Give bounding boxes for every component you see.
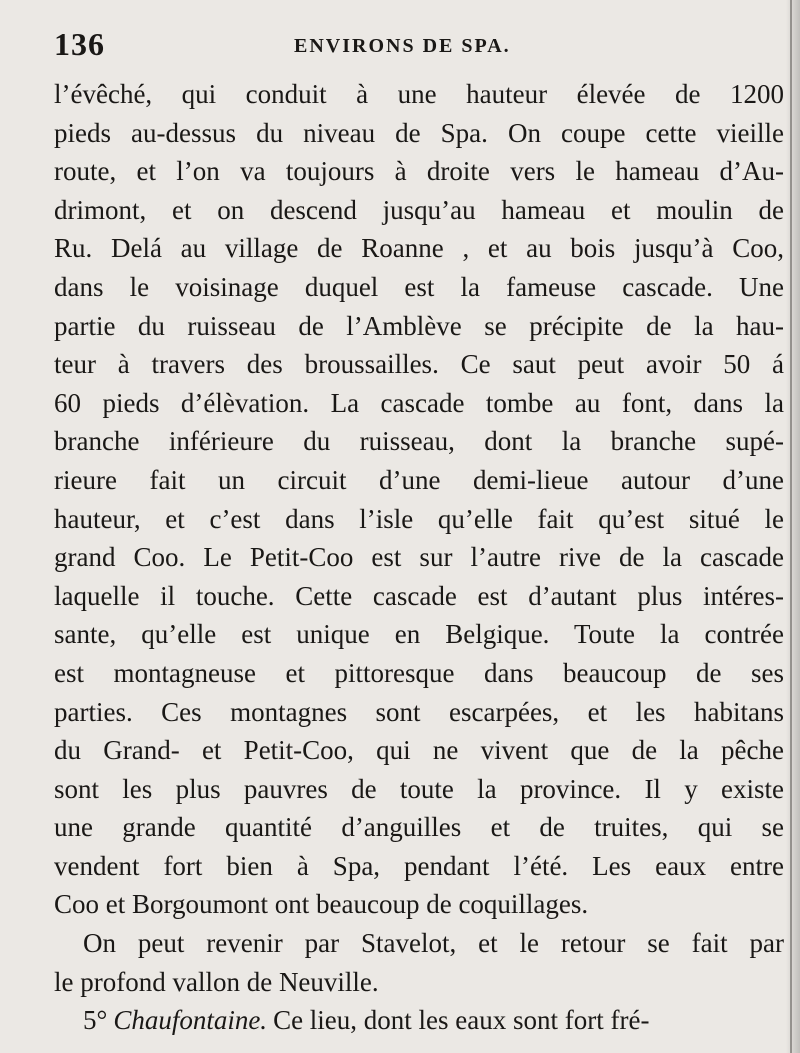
text-line-12: hauteur, et c’est dans l’isle qu’elle fait qu’est situé le — [54, 503, 784, 534]
text-line-10: branche inférieure du ruisseau, dont la branche supé- — [54, 426, 784, 457]
page-header — [54, 24, 774, 64]
text-line-17: parties. Ces montagnes sont escarpées, et les habitans — [54, 696, 784, 727]
section-number: 5° — [83, 1005, 108, 1036]
text-line-5: Ru. Delá au village de Roanne , et au bois jusqu’à Coo, — [54, 233, 784, 264]
body-text — [54, 75, 784, 1040]
text-line-2: pieds au-dessus du niveau de Spa. On coupe cette vieille — [54, 117, 784, 148]
text-line-20: une grande quantité d’anguilles et de truites, qui se — [54, 812, 784, 843]
text-line-21: vendent fort bien à Spa, pendant l’été. Les eaux entre — [54, 850, 784, 881]
text-line-14: laquelle il touche. Cette cascade est d’autant plus intéres- — [54, 580, 784, 611]
text-line-9: 60 pieds d’élèvation. La cascade tombe au font, dans la — [54, 387, 784, 418]
running-title: ENVIRONS DE SPA. — [294, 35, 511, 57]
text-line-1: l’évêché, qui conduit à une hauteur élevée de 1200 — [54, 79, 784, 109]
text-line-3: route, et l’on va toujours à droite vers le hameau d’Au- — [54, 156, 784, 187]
text-line-16: est montagneuse et pittoresque dans beaucoup de ses — [54, 657, 784, 688]
text-line-11: rieure fait un circuit d’une demi-lieue autour d’une — [54, 464, 784, 495]
page-edge-shadow — [786, 0, 800, 1053]
text-line-15: sante, qu’elle est unique en Belgique. Toute la contrée — [54, 619, 784, 650]
page-number: 136 — [54, 26, 105, 62]
text-line-19: sont les plus pauvres de toute la province. Il y existe — [54, 773, 784, 804]
page-edge-line — [790, 0, 792, 1053]
section-title: Chaufontaine. — [113, 1005, 268, 1036]
section-text: Ce lieu, dont les eaux sont fort fré- — [273, 1005, 650, 1036]
text-line-22: Coo et Borgoumont ont beaucoup de coquillages. — [54, 889, 589, 920]
text-line-7: partie du ruisseau de l’Amblève se précipite de la hau- — [54, 310, 784, 341]
paragraph2-line-1: On peut revenir par Stavelot, et le retour se fait par — [83, 928, 784, 959]
text-line-18: du Grand- et Petit-Coo, qui ne vivent que de la pêche — [54, 735, 784, 766]
text-line-13: grand Coo. Le Petit-Coo est sur l’autre rive de la cascade — [54, 542, 784, 573]
text-line-6: dans le voisinage duquel est la fameuse cascade. Une — [54, 271, 784, 302]
section-heading-line — [54, 1001, 784, 1040]
paragraph2-line-2: le profond vallon de Neuville. — [54, 966, 379, 997]
text-line-8: teur à travers des broussailles. Ce saut peut avoir 50 á — [54, 349, 784, 380]
text-line-4: drimont, et on descend jusqu’au hameau et moulin de — [54, 194, 784, 225]
